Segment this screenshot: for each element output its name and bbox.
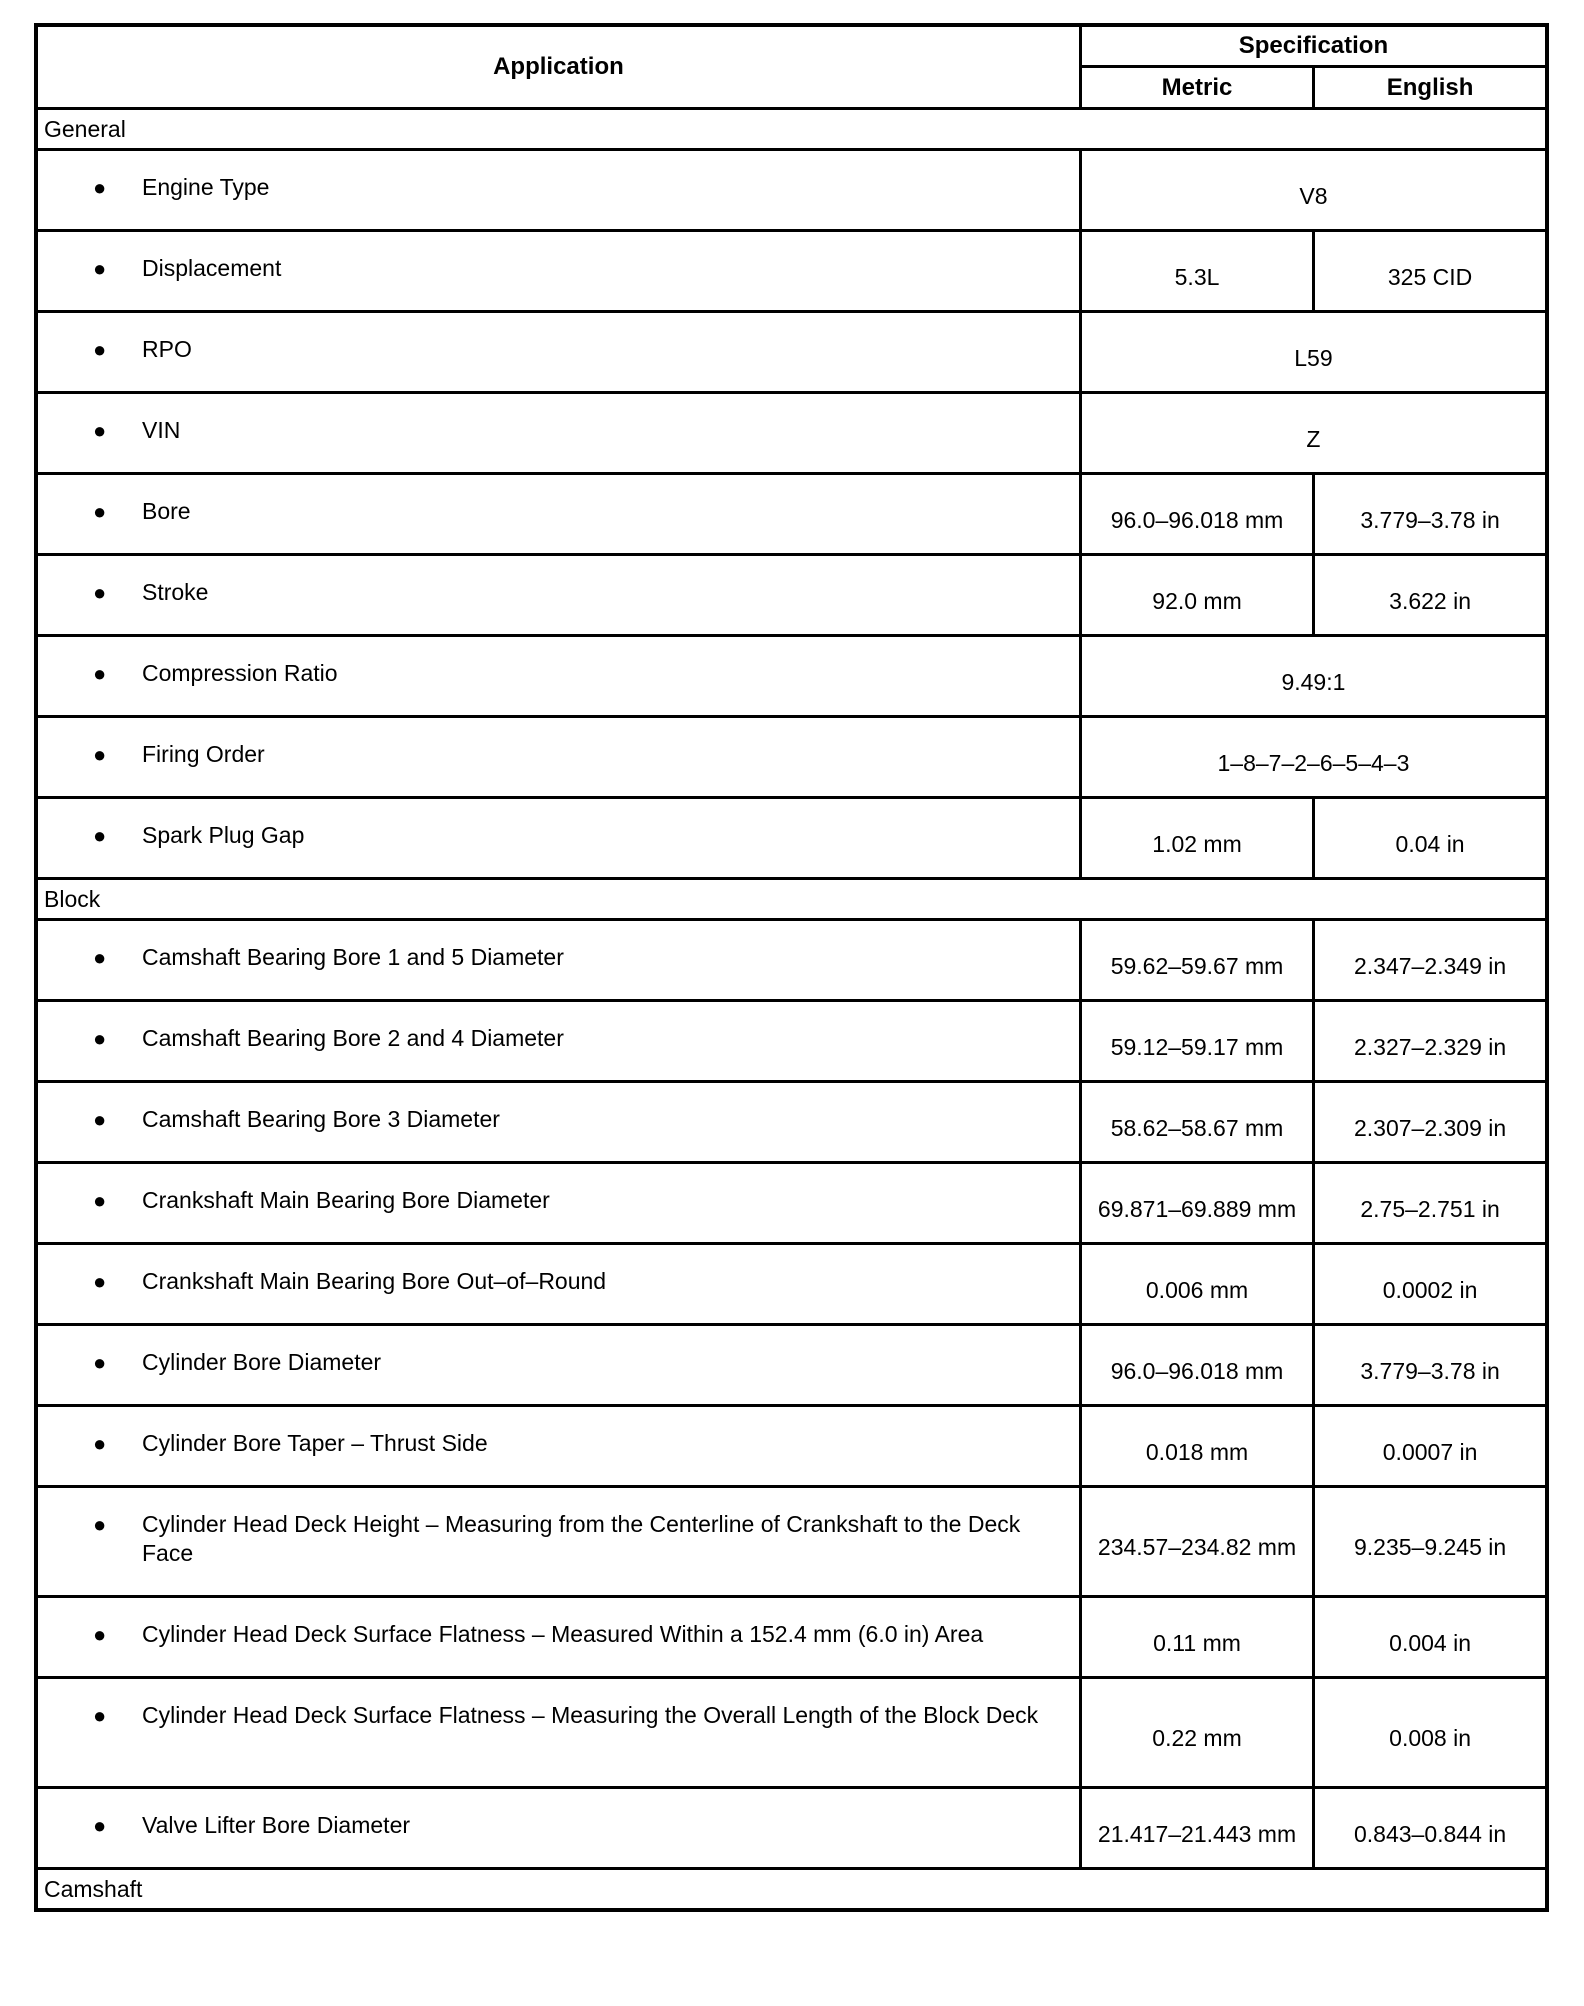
specification-value-cell: 1–8–7–2–6–5–4–3 (1080, 717, 1547, 798)
english-value-cell: 2.327–2.329 in (1314, 1001, 1547, 1082)
application-label: Camshaft Bearing Bore 3 Diameter (142, 1106, 500, 1132)
table-row (36, 1406, 1547, 1487)
bullet-icon: ● (93, 580, 107, 605)
metric-value-cell: 0.22 mm (1080, 1678, 1313, 1788)
application-cell (36, 1082, 1080, 1163)
application-cell (36, 231, 1080, 312)
metric-value-cell: 59.12–59.17 mm (1080, 1001, 1313, 1082)
table-row (36, 1487, 1547, 1597)
metric-value-cell: 21.417–21.443 mm (1080, 1788, 1313, 1869)
specification-value-cell: L59 (1080, 312, 1547, 393)
application-cell (36, 1406, 1080, 1487)
english-value-cell: 0.0002 in (1314, 1244, 1547, 1325)
application-cell (36, 636, 1080, 717)
bullet-icon: ● (93, 1107, 107, 1132)
table-body (36, 109, 1547, 1911)
application-label: Cylinder Bore Diameter (142, 1349, 382, 1375)
application-label: VIN (142, 417, 181, 443)
application-cell (36, 555, 1080, 636)
application-label: Camshaft Bearing Bore 2 and 4 Diameter (142, 1025, 564, 1051)
table-row (36, 1163, 1547, 1244)
bullet-icon: ● (93, 418, 107, 443)
english-value-cell: 2.307–2.309 in (1314, 1082, 1547, 1163)
specification-column-header: Specification (1080, 25, 1547, 67)
bullet-icon: ● (93, 1622, 107, 1647)
bullet-icon: ● (93, 256, 107, 281)
english-value-cell: 3.779–3.78 in (1314, 1325, 1547, 1406)
metric-value-cell: 0.006 mm (1080, 1244, 1313, 1325)
table-row (36, 1597, 1547, 1678)
metric-value-cell: 5.3L (1080, 231, 1313, 312)
application-cell (36, 1325, 1080, 1406)
english-value-cell: 9.235–9.245 in (1314, 1487, 1547, 1597)
bullet-icon: ● (93, 175, 107, 200)
application-label: Engine Type (142, 174, 270, 200)
english-value-cell: 0.008 in (1314, 1678, 1547, 1788)
english-value-cell: 0.04 in (1314, 798, 1547, 879)
english-value-cell: 2.75–2.751 in (1314, 1163, 1547, 1244)
application-column-header: Application (36, 25, 1080, 109)
application-cell (36, 1163, 1080, 1244)
bullet-icon: ● (93, 742, 107, 767)
application-cell (36, 717, 1080, 798)
application-cell (36, 312, 1080, 393)
bullet-icon: ● (93, 1813, 107, 1838)
table-row (36, 474, 1547, 555)
metric-value-cell: 234.57–234.82 mm (1080, 1487, 1313, 1597)
application-cell (36, 1244, 1080, 1325)
metric-column-header: Metric (1080, 67, 1313, 109)
metric-value-cell: 1.02 mm (1080, 798, 1313, 879)
engine-specifications-table (34, 23, 1549, 1912)
table-row (36, 798, 1547, 879)
bullet-icon: ● (93, 499, 107, 524)
application-label: Spark Plug Gap (142, 822, 305, 848)
english-value-cell: 325 CID (1314, 231, 1547, 312)
section-title: Camshaft (36, 1869, 1547, 1911)
table-row (36, 555, 1547, 636)
metric-value-cell: 96.0–96.018 mm (1080, 1325, 1313, 1406)
specification-value-cell: 9.49:1 (1080, 636, 1547, 717)
application-label: Cylinder Head Deck Height – Measuring from the Centerline of Crankshaft to the Deck Face (142, 1511, 1021, 1566)
section-title: General (36, 109, 1547, 150)
application-label: Cylinder Head Deck Surface Flatness – Measured Within a 152.4 mm (6.0 in) Area (142, 1621, 984, 1647)
application-cell (36, 150, 1080, 231)
bullet-icon: ● (93, 1026, 107, 1051)
application-label: Bore (142, 498, 191, 524)
english-value-cell: 2.347–2.349 in (1314, 920, 1547, 1001)
application-cell (36, 1487, 1080, 1597)
section-row-block (36, 879, 1547, 920)
metric-value-cell: 0.11 mm (1080, 1597, 1313, 1678)
table-row (36, 150, 1547, 231)
bullet-icon: ● (93, 1431, 107, 1456)
application-label: Crankshaft Main Bearing Bore Diameter (142, 1187, 550, 1213)
application-label: Stroke (142, 579, 209, 605)
application-label: Valve Lifter Bore Diameter (142, 1812, 411, 1838)
application-label: Crankshaft Main Bearing Bore Out–of–Round (142, 1268, 607, 1294)
english-value-cell: 0.0007 in (1314, 1406, 1547, 1487)
application-cell (36, 474, 1080, 555)
section-row-general (36, 109, 1547, 150)
english-value-cell: 0.843–0.844 in (1314, 1788, 1547, 1869)
application-cell (36, 1001, 1080, 1082)
table-row (36, 636, 1547, 717)
metric-value-cell: 92.0 mm (1080, 555, 1313, 636)
application-cell (36, 798, 1080, 879)
metric-value-cell: 59.62–59.67 mm (1080, 920, 1313, 1001)
bullet-icon: ● (93, 945, 107, 970)
metric-value-cell: 58.62–58.67 mm (1080, 1082, 1313, 1163)
specification-value-cell: V8 (1080, 150, 1547, 231)
bullet-icon: ● (93, 1703, 107, 1728)
section-row-camshaft (36, 1869, 1547, 1911)
table-row (36, 1001, 1547, 1082)
bullet-icon: ● (93, 1269, 107, 1294)
application-label: Cylinder Head Deck Surface Flatness – Measuring the Overall Length of the Block Deck (142, 1702, 1039, 1728)
bullet-icon: ● (93, 1188, 107, 1213)
application-cell (36, 393, 1080, 474)
table-row (36, 1325, 1547, 1406)
bullet-icon: ● (93, 823, 107, 848)
section-title: Block (36, 879, 1547, 920)
table-row (36, 393, 1547, 474)
table-row (36, 1082, 1547, 1163)
bullet-icon: ● (93, 1350, 107, 1375)
application-label: RPO (142, 336, 192, 362)
table-row (36, 717, 1547, 798)
table-row (36, 1788, 1547, 1869)
metric-value-cell: 0.018 mm (1080, 1406, 1313, 1487)
table-row (36, 1244, 1547, 1325)
bullet-icon: ● (93, 337, 107, 362)
metric-value-cell: 96.0–96.018 mm (1080, 474, 1313, 555)
application-cell (36, 920, 1080, 1001)
bullet-icon: ● (93, 1512, 107, 1537)
application-label: Firing Order (142, 741, 265, 767)
table-row (36, 1678, 1547, 1788)
table-row (36, 312, 1547, 393)
table-row (36, 231, 1547, 312)
application-cell (36, 1597, 1080, 1678)
application-cell (36, 1788, 1080, 1869)
bullet-icon: ● (93, 661, 107, 686)
english-column-header: English (1314, 67, 1547, 109)
application-label: Cylinder Bore Taper – Thrust Side (142, 1430, 488, 1456)
application-label: Camshaft Bearing Bore 1 and 5 Diameter (142, 944, 564, 970)
application-label: Compression Ratio (142, 660, 338, 686)
application-cell (36, 1678, 1080, 1788)
application-label: Displacement (142, 255, 282, 281)
english-value-cell: 0.004 in (1314, 1597, 1547, 1678)
table-row (36, 920, 1547, 1001)
english-value-cell: 3.779–3.78 in (1314, 474, 1547, 555)
english-value-cell: 3.622 in (1314, 555, 1547, 636)
metric-value-cell: 69.871–69.889 mm (1080, 1163, 1313, 1244)
specification-value-cell: Z (1080, 393, 1547, 474)
